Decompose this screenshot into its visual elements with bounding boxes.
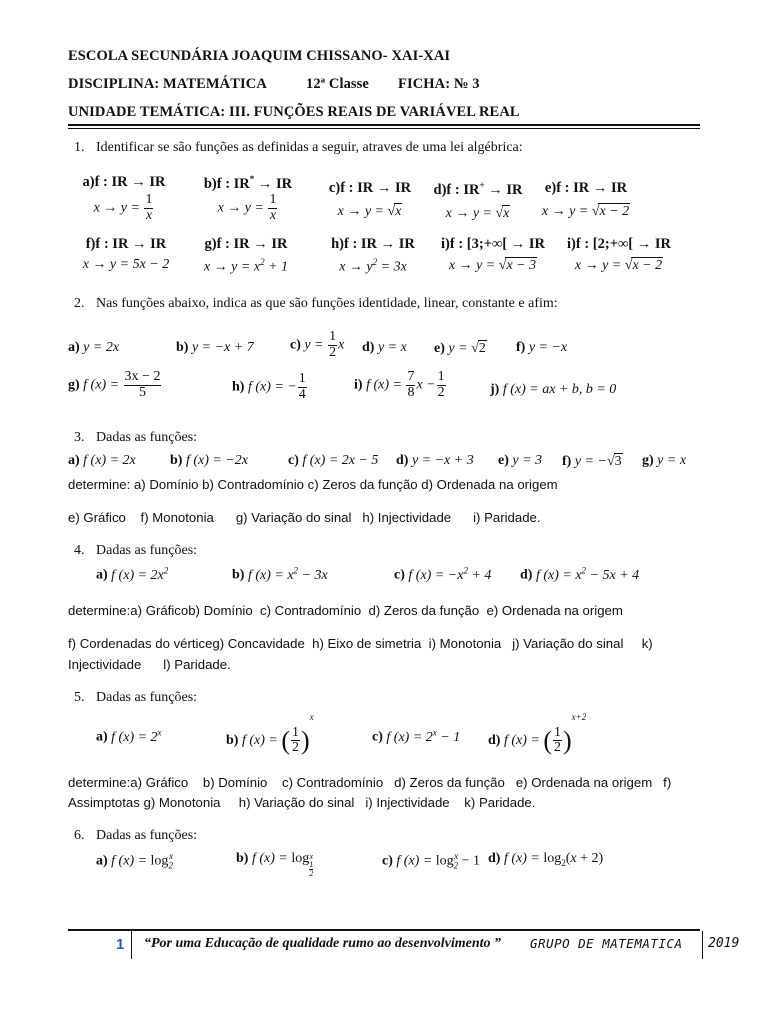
q6-text: Dadas as funções: <box>96 828 198 843</box>
q5-text: Dadas as funções: <box>96 690 198 705</box>
school-name: ESCOLA SECUNDÁRIA JOAQUIM CHISSANO- XAI-XAI <box>68 48 451 64</box>
q2-item-c: c) y = $\frac{1}{2}$ x <box>290 329 345 360</box>
q2-item-i: i) f (x) = $\frac{7}{8}$ x − $\frac{1}{2}$ <box>354 369 445 400</box>
q3-item-c: c) f (x) = 2x − 5 <box>288 453 379 468</box>
q4-determine-2: f) Cordenadas do vérticeg) Concavidade h) Eixo de simetria i) Monotonia j) Variação do sinal k) <box>68 636 653 651</box>
unit-title: UNIDADE TEMÁTICA: III. FUNÇÕES REAIS DE VARIÁVEL REAL <box>68 104 520 120</box>
q2-item-g: g) f (x) = $\frac{3x - 2}{5}$ <box>68 369 161 400</box>
q4-number: 4. <box>74 543 85 558</box>
q2-item-d: d) y = x <box>362 340 407 355</box>
q1-item-c: c)f : IR → IR x → y = √x <box>328 180 412 219</box>
q6-number: 6. <box>74 828 85 843</box>
q5-number: 5. <box>74 690 85 705</box>
q1-item-g: g)f : IR → IR $x \to y = x^2 + 1$ <box>203 236 289 275</box>
q4-text: Dadas as funções: <box>96 543 198 558</box>
q1-item-i2: i)f : [2;+∞[ → IR x → y = √x − 2 <box>567 236 671 273</box>
footer-group: GRUPO DE MATEMATICA <box>530 936 683 951</box>
q5-item-b: b) f (x) = ( $\frac{1}{2}$ )$^x$ <box>226 712 314 756</box>
q1-item-h: h)f : IR → IR $x \to y^2 = 3x$ <box>331 236 415 275</box>
q3-item-f: f) y = −√3 <box>562 454 622 469</box>
q2-item-j: j) f (x) = ax + b, b = 0 <box>490 382 617 397</box>
footer-year: 2019 <box>708 936 740 951</box>
q4-determine-3: Injectividade l) Paridade. <box>68 657 231 672</box>
footer-motto: “Por uma Educação de qualidade rumo ao desenvolvimento ” <box>144 936 501 951</box>
sheet-label: FICHA: № 3 <box>398 76 480 92</box>
q6-item-b: b) f (x) = log x 1 2 <box>236 851 314 878</box>
q3-item-d: d) y = −x + 3 <box>396 453 474 468</box>
q1-item-b: b)f : IR* → IR x → y = $\frac{1}{x}$ <box>203 174 293 223</box>
q1-number: 1. <box>74 140 85 155</box>
q1-item-d: d)f : IR+ → IR x → y = √x <box>433 180 523 221</box>
q2-item-e: e) y = √2 <box>434 341 486 356</box>
q5-item-a: a) f $(x) = 2^x$ <box>96 727 162 745</box>
q5-item-d: d) f (x) = ( $\frac{1}{2}$ )$^{x+2}$ <box>488 712 587 756</box>
footer-rule <box>68 929 700 931</box>
q4-item-c: c) f $(x) = -x^2 + 4$ <box>394 565 492 583</box>
q3-item-a: a) f (x) = 2x <box>68 453 136 468</box>
q6-item-c: c) f $(x) = \log_2^x - 1$ <box>382 851 481 871</box>
q4-item-b: b) f $(x) = x^2 - 3x$ <box>232 565 328 583</box>
q2-text: Nas funções abaixo, indica as que são funções identidade, linear, constante e afim: <box>96 296 558 311</box>
q2-number: 2. <box>74 296 85 311</box>
q1-item-i: i)f : [3;+∞[ → IR x → y = √x − 3 <box>441 236 545 273</box>
discipline-label: DISCIPLINA: MATEMÁTICA <box>68 76 267 92</box>
q1-text: Identificar se são funções as definidas a seguir, atraves de uma lei algébrica: <box>96 140 523 155</box>
footer-divider-left <box>131 931 132 959</box>
header-rule <box>68 124 700 126</box>
q3-item-g: g) y = x <box>642 453 687 468</box>
q5-determine-1: determine:a) Gráfico b) Domínio c) Contradomínio d) Zeros da função e) Ordenada na origem f) <box>68 775 672 790</box>
q2-item-f: f) y = −x <box>516 340 568 355</box>
footer-divider-right <box>702 931 703 959</box>
q3-item-b: b) f (x) = −2x <box>170 453 248 468</box>
q2-item-a: a) y = 2x <box>68 340 120 355</box>
page-number: 1 <box>116 936 125 953</box>
q4-item-a: a) f $(x) = 2x^2$ <box>96 565 169 583</box>
q5-determine-2: Assimptotas g) Monotonia h) Variação do sinal i) Injectividade k) Paridade. <box>68 795 536 810</box>
q6-item-a: a) f $(x) = \log_2^x$ <box>96 851 173 871</box>
q4-item-d: d) f $(x) = x^2 - 5x + 4$ <box>520 565 640 583</box>
q6-item-d: d) f $(x) = \log_2(x + 2)$ <box>488 851 604 868</box>
q3-determine-1: determine: a) Domínio b) Contradomínio c) Zeros da função d) Ordenada na origem <box>68 477 558 492</box>
header-rule-thin <box>68 128 700 129</box>
q1-item-a: a)f : IR → IR x → y = $\frac{1}{x}$ <box>82 174 166 223</box>
q1-item-f: f)f : IR → IR x → y = 5x − 2 <box>82 236 170 272</box>
q3-text: Dadas as funções: <box>96 430 198 445</box>
q3-number: 3. <box>74 430 85 445</box>
q3-determine-2: e) Gráfico f) Monotonia g) Variação do sinal h) Injectividade i) Paridade. <box>68 510 541 525</box>
q3-item-e: e) y = 3 <box>498 453 543 468</box>
q2-item-h: h) f (x) = − $\frac{1}{4}$ <box>232 371 306 402</box>
q2-item-b: b) y = −x + 7 <box>176 340 254 355</box>
q4-determine-1: determine:a) Gráficob) Domínio c) Contradomínio d) Zeros da função e) Ordenada na origem <box>68 603 623 618</box>
q5-item-c: c) f $(x) = 2^x - 1$ <box>372 727 461 745</box>
q1-item-e: e)f : IR → IR x → y = √x − 2 <box>541 180 630 219</box>
class-label: 12ª Classe <box>306 76 369 92</box>
